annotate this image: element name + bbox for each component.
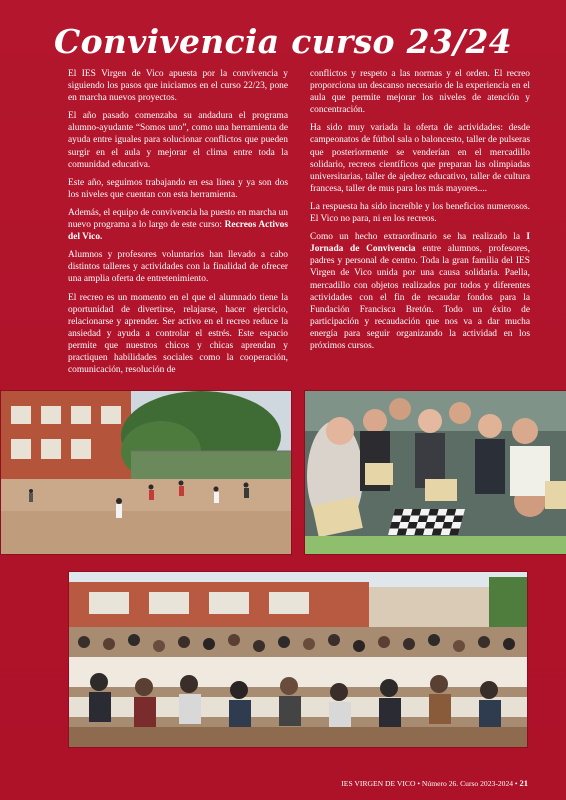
page-number: 21 [519,778,528,788]
text-column-left [68,68,288,382]
paragraph: Alumnos y profesores voluntarios han llevado a cabo distintos talleres y actividades con la finalidad de ofrecer una amplia oferta de entretenimiento. [68,250,288,285]
paragraph: conflictos y respeto a las normas y el orden. El recreo proporciona un descanso necesario de la experiencia en el aula que permite mejorar los niveles de atención y concentración. [310,69,530,116]
page-footer [341,778,528,788]
paragraph-text: Como un hecho extraordinario se ha realizado la [310,232,527,243]
paragraph: El recreo es un momento en el que el alumnado tiene la oportunidad de divertirse, relajarse, hacer ejercicio, relacionarse y aprender. Ser activo en el recreo reduce la ansiedad y ayuda a controlar el estrés. Este espacio permite que nuestros chicos y chicas aprendan y practiquen habilidades sociales como la cooperación, comunicación, resolución de [68,292,288,376]
paragraph: El IES Virgen de Vico apuesta por la convivencia y siguiendo los pasos que iniciamos en el curso 22/23, pone en marcha nuevos proyectos. [68,69,288,104]
paragraph-text: Además, el equipo de convivencia ha puesto en marcha un nuevo programa a lo largo de este curso: [68,207,288,231]
photo-chess-workshop [304,390,566,555]
paragraph [310,231,530,352]
text-column-right [310,68,530,358]
page-title: Convivencia curso 23/24 [54,22,512,61]
event-name: I Jornada de Convivencia [310,232,530,255]
paragraph: La respuesta ha sido increíble y los beneficios numerosos. El Vico no para, ni en los recreos. [310,201,530,225]
footer-text: IES VIRGEN DE VICO • Número 26. Curso 2023-2024 • [341,779,520,788]
paragraph-text: entre alumnos, profesores, padres y personal de centro. Toda la gran familia del IES Virgen de Vico unida por una causa solidaria. Paella, mercadillo con objetos realizados por todos y diferentes actividades con el fin de recaudar fondos para la Fundación Francisca Bretón. Todo un éxito de participación y recaudación que nos va a dar mucha energía para seguir organizando la actividad en los próximos cursos. [310,244,530,351]
photo-coexistence-day-lunch [68,571,528,748]
paragraph: Este año, seguimos trabajando en esa línea y ya son dos los niveles que cuentan con esta herramienta. [68,177,288,200]
paragraph [68,207,288,243]
program-name: Recreos Activos del Vico. [68,220,288,243]
paragraph: El año pasado comenzaba su andadura el programa alumno-ayudante “Somos uno”, como una herramienta de ayuda entre iguales para solucionar conflictos que pueden surgir en el aula y mejorar el clima entre toda la comunidad educativa. [68,111,288,170]
paragraph: Ha sido muy variada la oferta de actividades: desde campeonatos de fútbol sala o baloncesto, taller de pulseras que posteriormente se venderían en el mercadillo solidario, recreos científicos que preparan las olimpiadas universitarias, taller de ajedrez educativo, taller de cultura francesa, taller de mus para los más mayores.... [310,123,530,194]
photo-schoolyard-football [0,390,292,555]
